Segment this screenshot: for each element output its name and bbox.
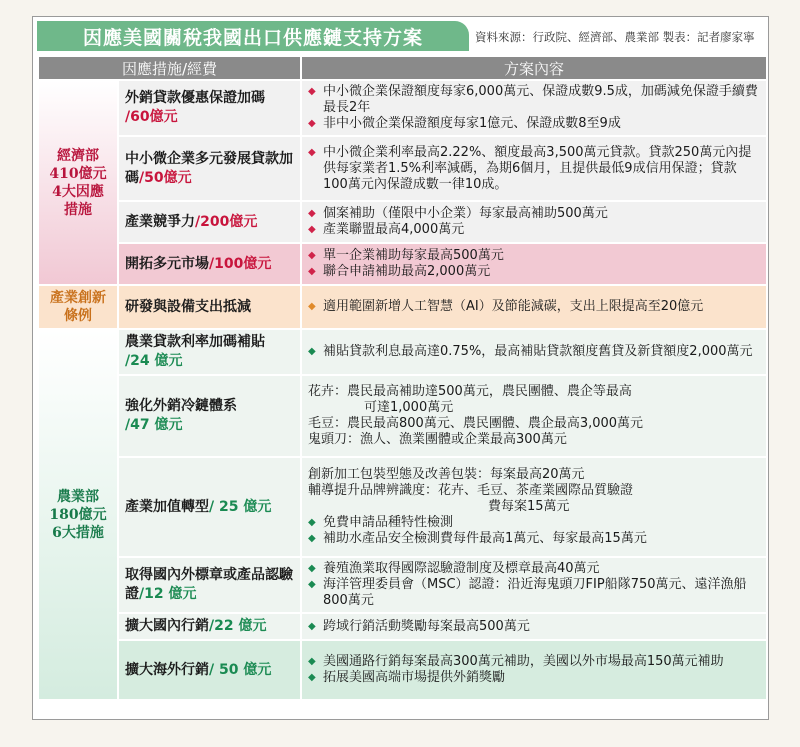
bullet-diamond-icon: ◆: [308, 266, 316, 277]
bullet-diamond-icon: ◆: [308, 620, 316, 632]
header: [33, 17, 768, 55]
table-row: [38, 557, 767, 613]
table-header-row: [38, 56, 767, 80]
measure-content: ◆ 中小微企業保證額度每家6,000萬元、保證成數9.5成，加碼減免保證手續費最長2年 ◆ 非中小微企業保證額度每家1億元、保證成數8至9成: [301, 80, 767, 136]
category-agri: 農業部 180億元 6大措施: [38, 329, 118, 700]
measure-content: ◆ 補貼貸款利息最高達0.75%，最高補貼貸款額度舊貸及新貸額度2,000萬元: [301, 329, 767, 375]
bullet-diamond-icon: ◆: [308, 346, 316, 357]
table-row: [38, 243, 767, 285]
bullet-diamond-icon: ◆: [308, 250, 316, 261]
source-credit: 資料來源：行政院、經濟部、農業部 製表：記者廖家寧: [475, 30, 755, 44]
measure-name: 擴大海外行銷/ 50 億元: [118, 640, 301, 700]
bullet-diamond-icon: ◆: [308, 533, 316, 544]
bullet-diamond-icon: ◆: [308, 224, 316, 235]
header-content: 方案內容: [301, 56, 767, 80]
header-measure: 因應措施/經費: [38, 56, 301, 80]
bullet-diamond-icon: ◆: [308, 146, 316, 158]
table-row: [38, 285, 767, 329]
table-row: [38, 329, 767, 375]
bullet-diamond-icon: ◆: [308, 517, 316, 528]
bullet-diamond-icon: ◆: [308, 656, 316, 667]
bullet-diamond-icon: ◆: [308, 301, 316, 312]
measure-content: ◆ 中小微企業利率最高2.22%、額度最高3,500萬元貸款。貸款250萬元內提供每家業者1.5%利率減碼，為期6個月，且提供最低9成信用保證；貸款100萬元內保證成數一律10成。: [301, 136, 767, 201]
table-row: [38, 640, 767, 700]
measure-name: 農業貸款利率加碼補貼 /24 億元: [118, 329, 301, 375]
measure-name: 擴大國內行銷/22 億元: [118, 613, 301, 640]
bullet-diamond-icon: ◆: [308, 672, 316, 683]
table-row: [38, 80, 767, 136]
bullet-diamond-icon: ◆: [308, 86, 316, 97]
title-banner: [37, 21, 469, 51]
measure-name: 取得國內外標章或產品認驗證/12 億元: [118, 557, 301, 613]
support-plan-table: [37, 55, 768, 701]
measure-content: ◆ 個案補助（僅限中小企業）每家最高補助500萬元 ◆ 產業聯盟最高4,000萬元: [301, 201, 767, 243]
measure-content: ◆ 美國通路行銷每案最高300萬元補助，美國以外市場最高150萬元補助 ◆ 拓展美國高端市場提供外銷獎勵: [301, 640, 767, 700]
measure-content: ◆ 跨域行銷活動獎勵每案最高500萬元: [301, 613, 767, 640]
measure-name: 外銷貸款優惠保證加碼 /60億元: [118, 80, 301, 136]
measure-content: ◆ 單一企業補助每家最高500萬元 ◆ 聯合申請補助最高2,000萬元: [301, 243, 767, 285]
table-row: [38, 375, 767, 457]
infographic-frame: [32, 16, 769, 720]
measure-name: 研發與設備支出抵減: [118, 285, 301, 329]
category-econ: 經濟部 410億元 4大因應 措施: [38, 80, 118, 285]
measure-content: 花卉：農民最高補助達500萬元，農民團體、農企等最高 可達1,000萬元 毛豆：農民最高800萬元、農民團體、農企最高3,000萬元 鬼頭刀：漁人、漁業團體或企業最高300萬元: [301, 375, 767, 457]
measure-name: 強化外銷冷鏈體系 /47 億元: [118, 375, 301, 457]
measure-name: 中小微企業多元發展貸款加碼/50億元: [118, 136, 301, 201]
table-row: [38, 136, 767, 201]
measure-name: 產業加值轉型/ 25 億元: [118, 457, 301, 557]
measure-name: 開拓多元市場/100億元: [118, 243, 301, 285]
page-title: 因應美國關稅我國出口供應鏈支持方案: [82, 26, 423, 49]
bullet-diamond-icon: ◆: [308, 563, 316, 574]
measure-content: ◆ 養殖漁業取得國際認驗證制度及標章最高40萬元 ◆ 海洋管理委員會（MSC）認證：沿近海鬼頭刀FIP船隊750萬元、遠洋漁船800萬元: [301, 557, 767, 613]
table-row: [38, 457, 767, 557]
bullet-diamond-icon: ◆: [308, 118, 316, 129]
bullet-diamond-icon: ◆: [308, 579, 316, 590]
measure-content: 創新加工包裝型態及改善包裝：每案最高20萬元 輔導提升品牌辨識度：花卉、毛豆、茶產業國際品質驗證 費每案15萬元 ◆ 免費申請品種特性檢測 ◆ 補助水產品安全檢測費每件最高1萬元、每家最高15萬元: [301, 457, 767, 557]
category-industry: 產業創新 條例: [38, 285, 118, 329]
measure-name: 產業競爭力/200億元: [118, 201, 301, 243]
table-row: [38, 613, 767, 640]
bullet-diamond-icon: ◆: [308, 208, 316, 219]
table-row: [38, 201, 767, 243]
measure-content: ◆ 適用範圍新增人工智慧（AI）及節能減碳，支出上限提高至20億元: [301, 285, 767, 329]
